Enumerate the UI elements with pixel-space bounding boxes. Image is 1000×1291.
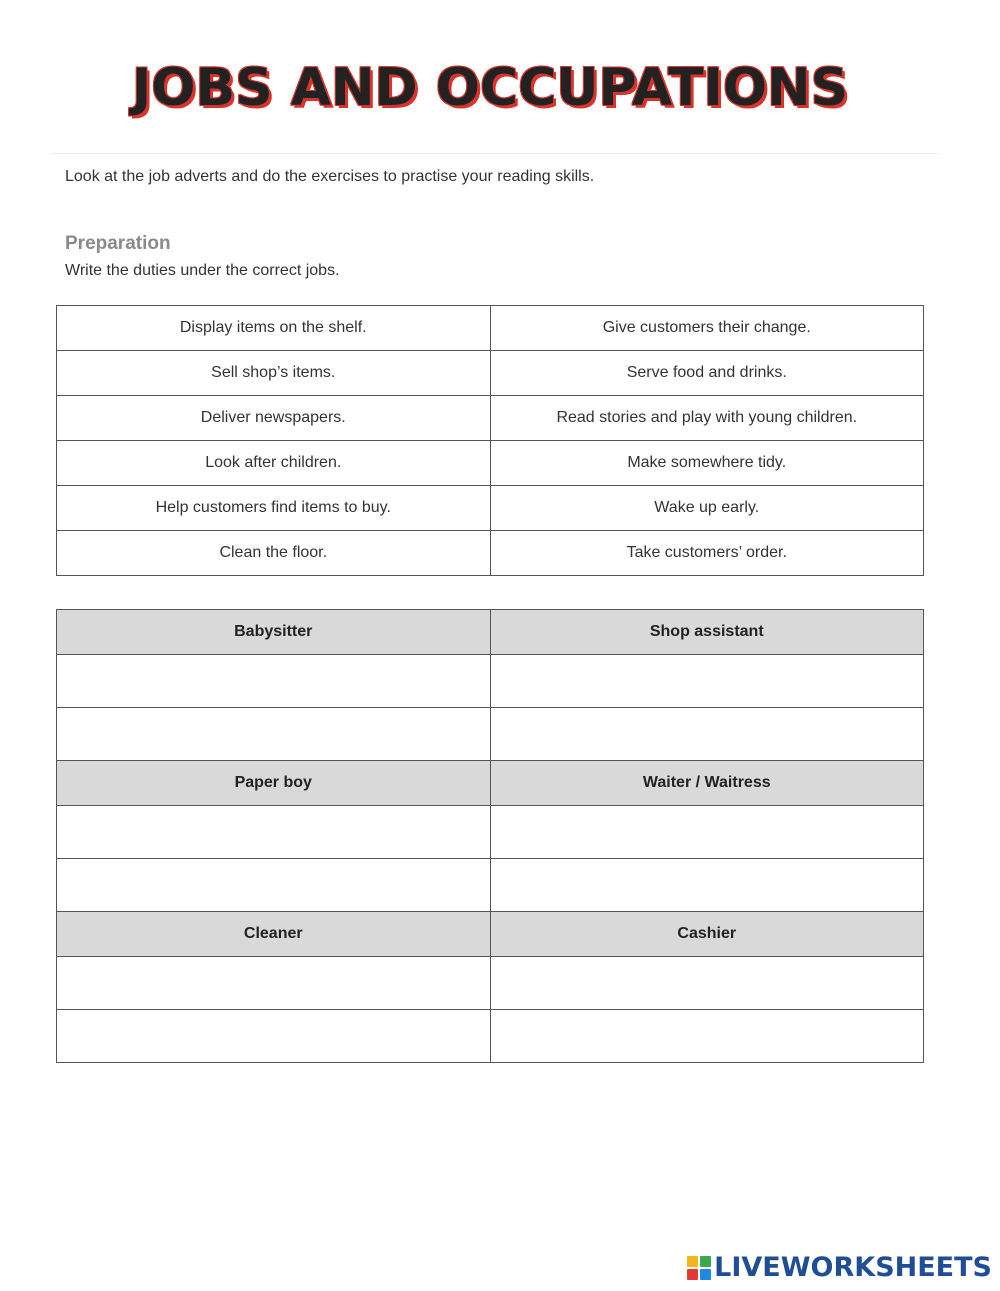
logo-square bbox=[700, 1256, 711, 1267]
liveworksheets-logo[interactable] bbox=[687, 1252, 992, 1283]
answer-drop-zone[interactable] bbox=[490, 708, 924, 761]
answer-drop-zone[interactable] bbox=[57, 957, 491, 1010]
duties-table bbox=[56, 305, 924, 576]
answer-row bbox=[57, 708, 924, 761]
section-heading: Preparation bbox=[65, 233, 171, 254]
job-header-row bbox=[57, 912, 924, 957]
job-header-cashier: Cashier bbox=[490, 912, 924, 957]
duty-cell[interactable]: Look after children. bbox=[57, 441, 491, 486]
jobs-table bbox=[56, 609, 924, 1063]
table-row bbox=[57, 441, 924, 486]
answer-drop-zone[interactable] bbox=[490, 957, 924, 1010]
divider bbox=[50, 153, 940, 154]
liveworksheets-logo-icon bbox=[687, 1256, 711, 1280]
answer-row bbox=[57, 957, 924, 1010]
logo-square bbox=[687, 1256, 698, 1267]
duty-cell[interactable]: Deliver newspapers. bbox=[57, 396, 491, 441]
answer-row bbox=[57, 1010, 924, 1063]
logo-square bbox=[687, 1269, 698, 1280]
answer-drop-zone[interactable] bbox=[57, 859, 491, 912]
duty-cell[interactable]: Give customers their change. bbox=[490, 306, 924, 351]
intro-text: Look at the job adverts and do the exercises to practise your reading skills. bbox=[65, 168, 595, 185]
instruction-text: Write the duties under the correct jobs. bbox=[65, 262, 340, 279]
job-header-cleaner: Cleaner bbox=[57, 912, 491, 957]
job-header-shop-assistant: Shop assistant bbox=[490, 610, 924, 655]
duty-cell[interactable]: Read stories and play with young children. bbox=[490, 396, 924, 441]
table-row bbox=[57, 351, 924, 396]
duty-cell[interactable]: Help customers find items to buy. bbox=[57, 486, 491, 531]
duty-cell[interactable]: Display items on the shelf. bbox=[57, 306, 491, 351]
answer-drop-zone[interactable] bbox=[490, 806, 924, 859]
duty-cell[interactable]: Serve food and drinks. bbox=[490, 351, 924, 396]
table-row bbox=[57, 396, 924, 441]
answer-drop-zone[interactable] bbox=[490, 655, 924, 708]
duty-cell[interactable]: Wake up early. bbox=[490, 486, 924, 531]
liveworksheets-wordmark: LIVEWORKSHEETS bbox=[714, 1252, 992, 1283]
answer-drop-zone[interactable] bbox=[57, 1010, 491, 1063]
duty-cell[interactable]: Sell shop’s items. bbox=[57, 351, 491, 396]
job-header-waiter-waitress: Waiter / Waitress bbox=[490, 761, 924, 806]
duty-cell[interactable]: Make somewhere tidy. bbox=[490, 441, 924, 486]
job-header-paper-boy: Paper boy bbox=[57, 761, 491, 806]
answer-row bbox=[57, 806, 924, 859]
duty-cell[interactable]: Take customers’ order. bbox=[490, 531, 924, 576]
job-header-row bbox=[57, 610, 924, 655]
job-header-babysitter: Babysitter bbox=[57, 610, 491, 655]
answer-drop-zone[interactable] bbox=[57, 806, 491, 859]
table-row bbox=[57, 306, 924, 351]
duty-cell[interactable]: Clean the floor. bbox=[57, 531, 491, 576]
job-header-row bbox=[57, 761, 924, 806]
answer-row bbox=[57, 655, 924, 708]
table-row bbox=[57, 486, 924, 531]
answer-drop-zone[interactable] bbox=[57, 655, 491, 708]
answer-drop-zone[interactable] bbox=[490, 1010, 924, 1063]
page-title: JOBS AND OCCUPATIONS bbox=[131, 58, 849, 118]
answer-row bbox=[57, 859, 924, 912]
answer-drop-zone[interactable] bbox=[490, 859, 924, 912]
answer-drop-zone[interactable] bbox=[57, 708, 491, 761]
logo-square bbox=[700, 1269, 711, 1280]
table-row bbox=[57, 531, 924, 576]
